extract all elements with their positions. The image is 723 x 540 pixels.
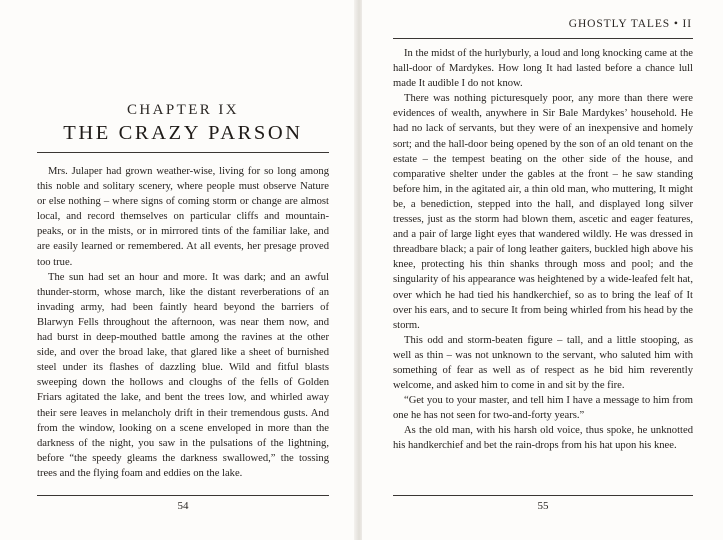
left-body-text <box>37 164 329 481</box>
paragraph: This odd and storm-beaten figure – tall, and a little stooping, as well as thin – was not unknown to the servant, who saluted him with something of fear as well as of respect as he bid him reverently welcome, and asked him to come in and sit by the fire. <box>393 334 693 392</box>
paragraph: As the old man, with his harsh old voice, thus spoke, he unknotted his handkerchief and bet the rain-drops from his hat upon his knee. <box>393 425 693 452</box>
header-rule-right <box>393 38 693 39</box>
paragraph: “Get you to your master, and tell him I have a message to him from one he has not seen for two-and-forty years.” <box>393 395 693 422</box>
running-head: GHOSTLY TALES • II <box>568 18 692 30</box>
footer-rule-left <box>37 495 329 496</box>
page-number-left: 54 <box>177 500 189 512</box>
chapter-number: CHAPTER IX <box>127 102 239 118</box>
right-page <box>362 0 723 540</box>
paragraph: In the midst of the hurlyburly, a loud and long knocking came at the hall-door of Mardykes. How long It had lasted before a chance lull made It audible I do not know. <box>393 48 693 90</box>
chapter-rule <box>37 152 329 153</box>
paragraph: There was nothing picturesquely poor, any more than there were evidences of wealth, anywhere in Sir Bale Mardykes’ household. He had no lack of servants, but they were of an inexpensive and homely sort; and the hall-door being opened by the son of an old tenant on the estate – the tempest beating on the other side of the house, and comparative shelter under the gables at the front – he saw standing before him, in the agitated air, a thin old man, who muttering, It might be, a benediction, stepped into the hall, and displayed long silver tresses, just as the storm had blown them, ascetic and eager features, and a pair of large light eyes that wandered wildly. He was dressed in threadbare black; a pair of long leather gaiters, buckled high above his knee, protecting his thin shanks through moss and pool; and the singularity of his appearance was heightened by a wide-leafed felt hat, over which he had tied his handkerchief, so as to bring the leaf of It over his ears, and to secure It from being whirled from his head by the storm. <box>393 93 693 331</box>
footer-rule-right <box>393 495 693 496</box>
paragraph: The sun had set an hour and more. It was dark; and an awful thunder-storm, whose march, like the distant reverberations of an invading army, had been faintly heard beyond the barriers of Blarwyn Fells throughout the afternoon, was near them now, and had burst in deep-mouthed battle among the ravines at the other side, and over the broad lake, that glared like a sheet of burnished steel under its flashes of dazzling blue. Wild and fitful blasts sweeping down the hollows and cloughs of the fells of Golden Friars agitated the lake, and bent the trees low, and whirled away their sere leaves in melancholy drift in their tremendous gusts. And from the window, looking on a scene enveloped in more than the darkness of the night, you saw in the pulsations of the lightning, before “the speedy gleams the darkness swallowed,” the tossing trees and the flying foam and eddies on the lake. <box>37 271 329 479</box>
chapter-title: THE CRAZY PARSON <box>63 122 303 144</box>
page-number-right: 55 <box>537 500 549 512</box>
right-body-text <box>393 46 693 454</box>
paragraph: Mrs. Julaper had grown weather-wise, living for so long among this noble and solitary scenery, where people must observe Nature or else nothing – where signs of coming storm or change are almost local, and record themselves on particular cliffs and mountain-peaks, or in the mists, or in mirrored tints of the familiar lake, and are easily learned or remembered. At all events, her presage proved too true. <box>37 166 329 268</box>
left-page <box>0 0 356 540</box>
